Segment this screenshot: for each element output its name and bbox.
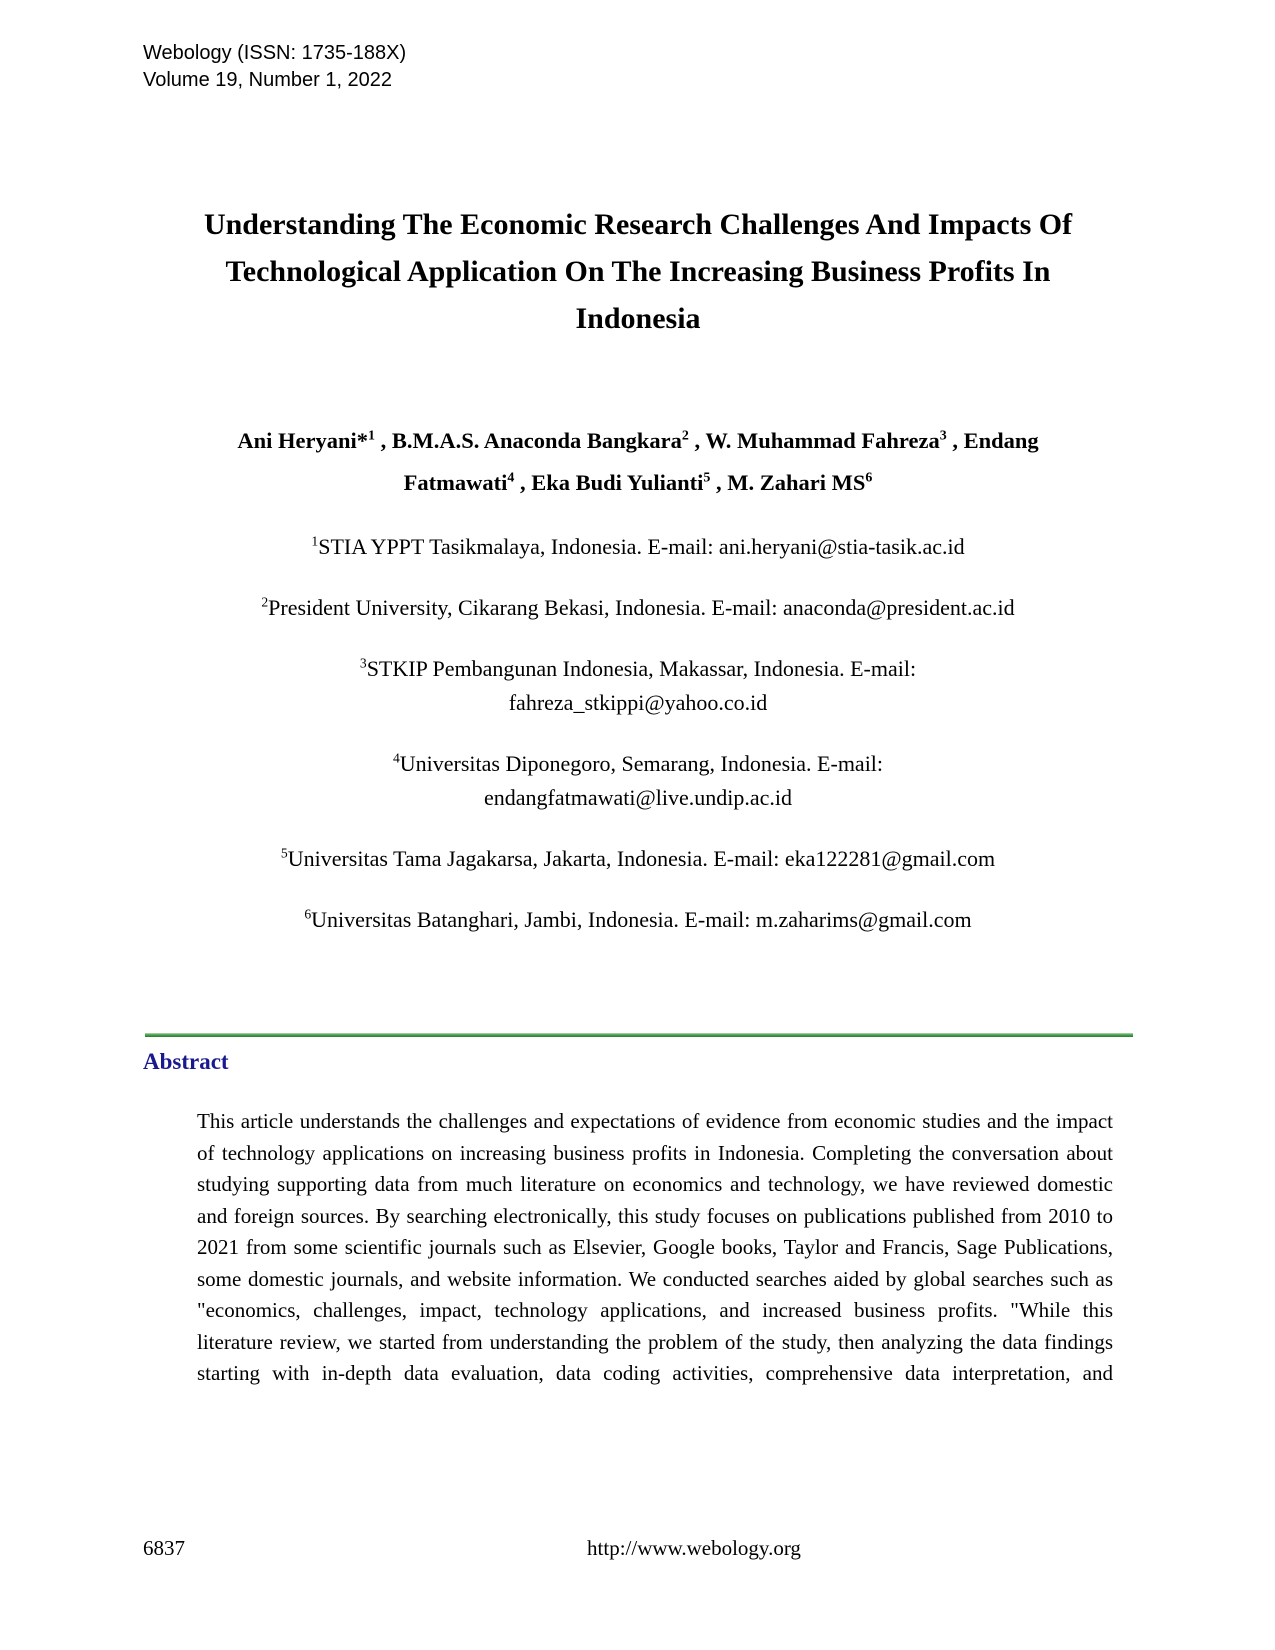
footer-url: http://www.webology.org (587, 1536, 801, 1560)
page-number: 6837 (143, 1536, 185, 1560)
affiliation: $^3$STKIP Pembangunan Indonesia, Makassar, Indonesia. E-mail: fahreza_stkippi@yahoo.co.id (359, 655, 917, 715)
abstract-heading: Abstract (143, 1049, 229, 1074)
affiliation: $^1$STIA YPPT Tasikmalaya, Indonesia. E-mail: ani.heryani@stia-tasik.ac.id (311, 533, 965, 559)
journal-name: Webology (ISSN: 1735-188X) (143, 42, 407, 64)
affiliation: $^5$Universitas Tama Jagakarsa, Jakarta, Indonesia. E-mail: eka122281@gmail.com (280, 845, 996, 871)
journal-volume: Volume 19, Number 1, 2022 (143, 69, 393, 91)
affiliation: $^6$Universitas Batanghari, Jambi, Indonesia. E-mail: m.zaharims@gmail.com (304, 906, 972, 932)
section-divider (145, 1033, 1133, 1037)
affiliation: $^2$President University, Cikarang Bekasi, Indonesia. E-mail: anaconda@president.ac.id (261, 594, 1015, 620)
author-line: Fatmawati$^4$ , Eka Budi Yulianti$^5$ , M. Zahari $MS^6$ (403, 470, 873, 495)
author-list (143, 420, 1133, 504)
affiliation: $^4$Universitas Diponegoro, Semarang, Indonesia. E-mail: endangfatmawati@live.undip.ac.id (392, 750, 884, 810)
paper-title: Understanding The Economic Research Challenges And Impacts Of Technological Application On The Increasing Business Profits In Indonesia (203, 208, 1073, 335)
author-line: Ani Heryani*$^1$ , B.M.A.S. Anaconda Bangkara$^2$ , W. Muhammad Fahreza$^3$ , Endang (237, 428, 1039, 453)
abstract-text: This article understands the challenges and expectations of evidence from economic studies and the impact of technology applications on increasing business profits in Indonesia. Completing the conversation about studying supporting data from much literature on economics and technology, we have reviewed domestic and foreign sources. By searching electronically, this study focuses on publications published from 2010 to 2021 from some scientific journals such as Elsevier, Google books, Taylor and Francis, Sage Publications, some domestic journals, and website information. We conducted searches aided by global searches such as "economics, challenges, impact, technology applications, and increased business profits. "While this literature review, we started from understanding the problem of the study, then analyzing the data findings starting with in-depth data evaluation, data coding activities, comprehensive data interpretation, and (197, 1109, 1113, 1385)
affiliation-list (143, 530, 1133, 964)
journal-header (143, 40, 406, 94)
